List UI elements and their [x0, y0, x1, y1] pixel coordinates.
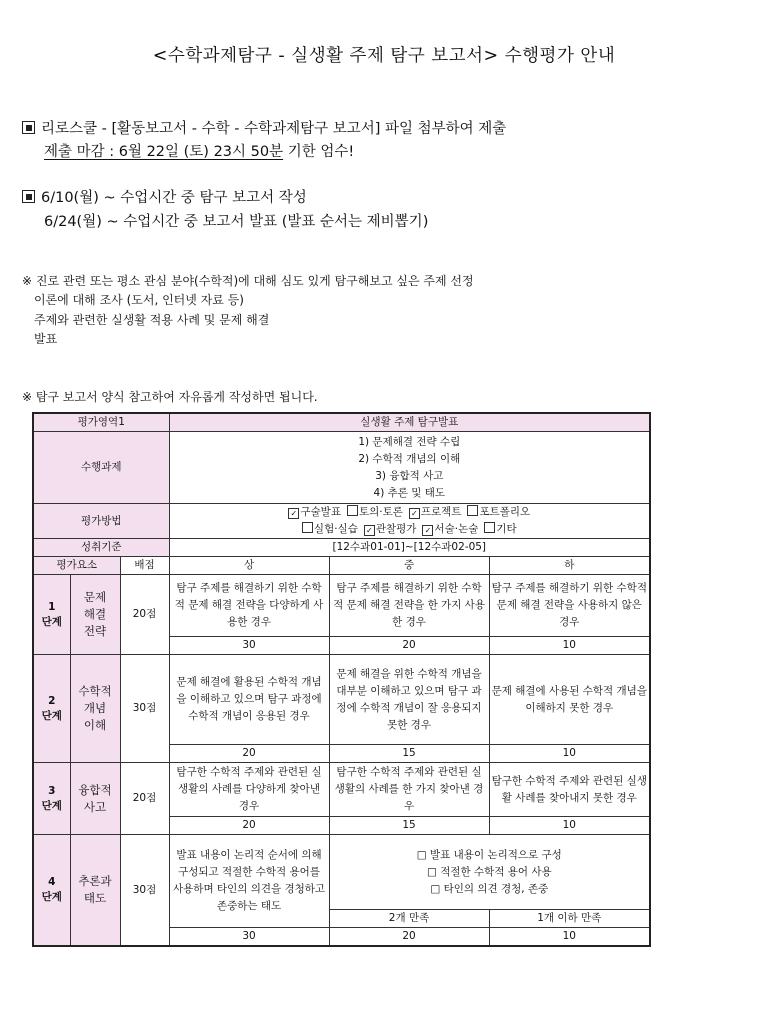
schedule-line-2: 6/24(월) ~ 수업시간 중 보고서 발표 (발표 순서는 제비뽑기): [44, 214, 429, 230]
method-option-label: 프로젝트: [420, 506, 462, 518]
method-option-label: 기타: [496, 523, 517, 535]
score-high: 20: [169, 817, 329, 835]
task-item: 1) 문제해결 전략 수립: [358, 435, 461, 448]
standard-value: [12수과01-01]~[12수과02-05]: [169, 539, 650, 557]
method-row-1: [172, 504, 648, 521]
method-option-label: 관찰평가: [375, 523, 417, 535]
page-title: <수학과제탐구 - 실생활 주제 탐구 보고서> 수행평가 안내: [152, 46, 616, 66]
square-bullet-icon: [22, 121, 35, 134]
criterion-low: 탐구 주제를 해결하기 위한 수학적 문제 해결 전략을 사용하지 않은 경우: [489, 575, 650, 637]
checked-box-icon: ✓: [422, 525, 433, 536]
criterion-high: 탐구 주제를 해결하기 위한 수학적 문제 해결 전략을 다양하게 사용한 경우: [169, 575, 329, 637]
method-option: [302, 521, 358, 538]
task-item: 2) 수학적 개념의 이해: [358, 452, 461, 465]
method-option: [364, 521, 417, 538]
score-high: 30: [169, 928, 329, 947]
score-low: 10: [489, 817, 650, 835]
method-option-label: 서술·논술: [434, 523, 479, 535]
method-option-label: 토의·토론: [358, 506, 403, 518]
element-name: 융합적 사고: [70, 763, 120, 835]
stage-label: 3 단계: [33, 763, 70, 835]
method-option-label: 실험·실습: [313, 523, 358, 535]
deadline-text: 제출 마감 : 6월 22일 (토) 23시 50분: [44, 144, 284, 160]
points: 30점: [120, 655, 169, 763]
head-element: 평가요소: [33, 557, 120, 575]
note-1: ※ 진로 관련 또는 평소 관심 분야(수학적)에 대해 심도 있게 탐구해보고 싶은 주제 선정: [22, 274, 474, 288]
method-option: [409, 504, 462, 521]
score-low: 10: [489, 928, 650, 947]
note-2: 이론에 대해 조사 (도서, 인터넷 자료 등): [34, 293, 244, 307]
checkbox-icon: [302, 522, 313, 533]
checklist-item: □ 적절한 수학적 용어 사용: [426, 865, 552, 878]
method-row-2: [172, 521, 648, 538]
method-option-label: 구술발표: [300, 506, 341, 518]
score-mid: 15: [329, 817, 489, 835]
points: 30점: [120, 835, 169, 947]
area-label: 평가영역1: [33, 413, 169, 432]
square-bullet-icon: [22, 190, 35, 203]
submission-line: [22, 117, 506, 138]
checkbox-icon: [347, 505, 358, 516]
score-mid: 15: [329, 745, 489, 763]
submission-text: 리로스쿨 - [활동보고서 - 수학 - 수학과제탐구 보고서] 파일 첨부하여 제출: [41, 121, 507, 137]
element-name: 문제 해결 전략: [70, 575, 120, 655]
standard-label: 성취기준: [33, 539, 169, 557]
checked-box-icon: ✓: [409, 508, 420, 519]
criterion-low: 문제 해결에 사용된 수학적 개념을 이해하지 못한 경우: [489, 655, 650, 745]
criterion-mid: 탐구 주제를 해결하기 위한 수학적 문제 해결 전략을 한 가지 사용한 경우: [329, 575, 489, 637]
task-label: 수행과제: [33, 432, 169, 504]
note-5: ※ 탐구 보고서 양식 참고하여 자유롭게 작성하면 됩니다.: [22, 390, 318, 404]
task-item: 4) 추론 및 태도: [373, 486, 446, 499]
criterion-mid: 탐구한 수학적 주제와 관련된 실생활의 사례를 한 가지 찾아낸 경우: [329, 763, 489, 817]
criterion-high: 문제 해결에 활용된 수학적 개념을 이해하고 있으며 탐구 과정에 수학적 개념이 응용된 경우: [169, 655, 329, 745]
schedule-text-1: 6/10(월) ~ 수업시간 중 탐구 보고서 작성: [41, 190, 307, 206]
criterion-high: 탐구한 수학적 주제와 관련된 실생활의 사례를 다양하게 찾아낸 경우: [169, 763, 329, 817]
method-option: [347, 504, 403, 521]
task-item: 3) 융합적 사고: [375, 469, 444, 482]
checked-box-icon: ✓: [288, 508, 299, 519]
method-option: [467, 504, 530, 521]
note-4: 발표: [34, 332, 58, 346]
schedule-line-1: [22, 186, 307, 207]
criterion-high: 발표 내용이 논리적 순서에 의해 구성되고 적절한 수학적 용어를 사용하며 타인의 의견을 경청하고 존중하는 태도: [169, 835, 329, 928]
method-label: 평가방법: [33, 504, 169, 539]
checklist-item: □ 타인의 의견 경청, 존중: [430, 882, 549, 895]
area-value: 실생활 주제 탐구발표: [169, 413, 650, 432]
score-mid: 20: [329, 637, 489, 655]
checked-box-icon: ✓: [364, 525, 375, 536]
head-points: 배점: [120, 557, 169, 575]
points: 20점: [120, 575, 169, 655]
element-name: 추론과 태도: [70, 835, 120, 947]
criterion-mid: 2개 만족: [329, 910, 489, 928]
element-name: 수학적 개념 이해: [70, 655, 120, 763]
head-high: 상: [169, 557, 329, 575]
method-option: [422, 521, 478, 538]
rubric-table: [32, 412, 651, 947]
task-list: [169, 432, 650, 504]
score-high: 30: [169, 637, 329, 655]
method-option: [288, 504, 341, 521]
score-low: 10: [489, 637, 650, 655]
stage-label: 1 단계: [33, 575, 70, 655]
score-mid: 20: [329, 928, 489, 947]
score-high: 20: [169, 745, 329, 763]
checkbox-icon: [467, 505, 478, 516]
criterion-low: 1개 이하 만족: [489, 910, 650, 928]
criterion-low: 탐구한 수학적 주제와 관련된 실생활 사례를 찾아내지 못한 경우: [489, 763, 650, 817]
deadline-line: [44, 140, 354, 161]
head-low: 하: [489, 557, 650, 575]
head-mid: 중: [329, 557, 489, 575]
method-options: [169, 504, 650, 539]
method-option-label: 포트폴리오: [479, 506, 531, 518]
points: 20점: [120, 763, 169, 835]
stage-label: 4 단계: [33, 835, 70, 947]
score-low: 10: [489, 745, 650, 763]
checkbox-icon: [484, 522, 495, 533]
stage-label: 2 단계: [33, 655, 70, 763]
method-option: [484, 521, 516, 538]
checklist-item: □ 발표 내용이 논리적으로 구성: [416, 848, 562, 861]
attitude-checklist: [329, 835, 650, 910]
note-3: 주제와 관련한 실생활 적용 사례 및 문제 해결: [34, 313, 270, 327]
criterion-mid: 문제 해결을 위한 수학적 개념을 대부분 이해하고 있으며 탐구 과정에 수학적 개념이 잘 응용되지 못한 경우: [329, 655, 489, 745]
deadline-suffix: 기한 엄수!: [283, 144, 355, 160]
